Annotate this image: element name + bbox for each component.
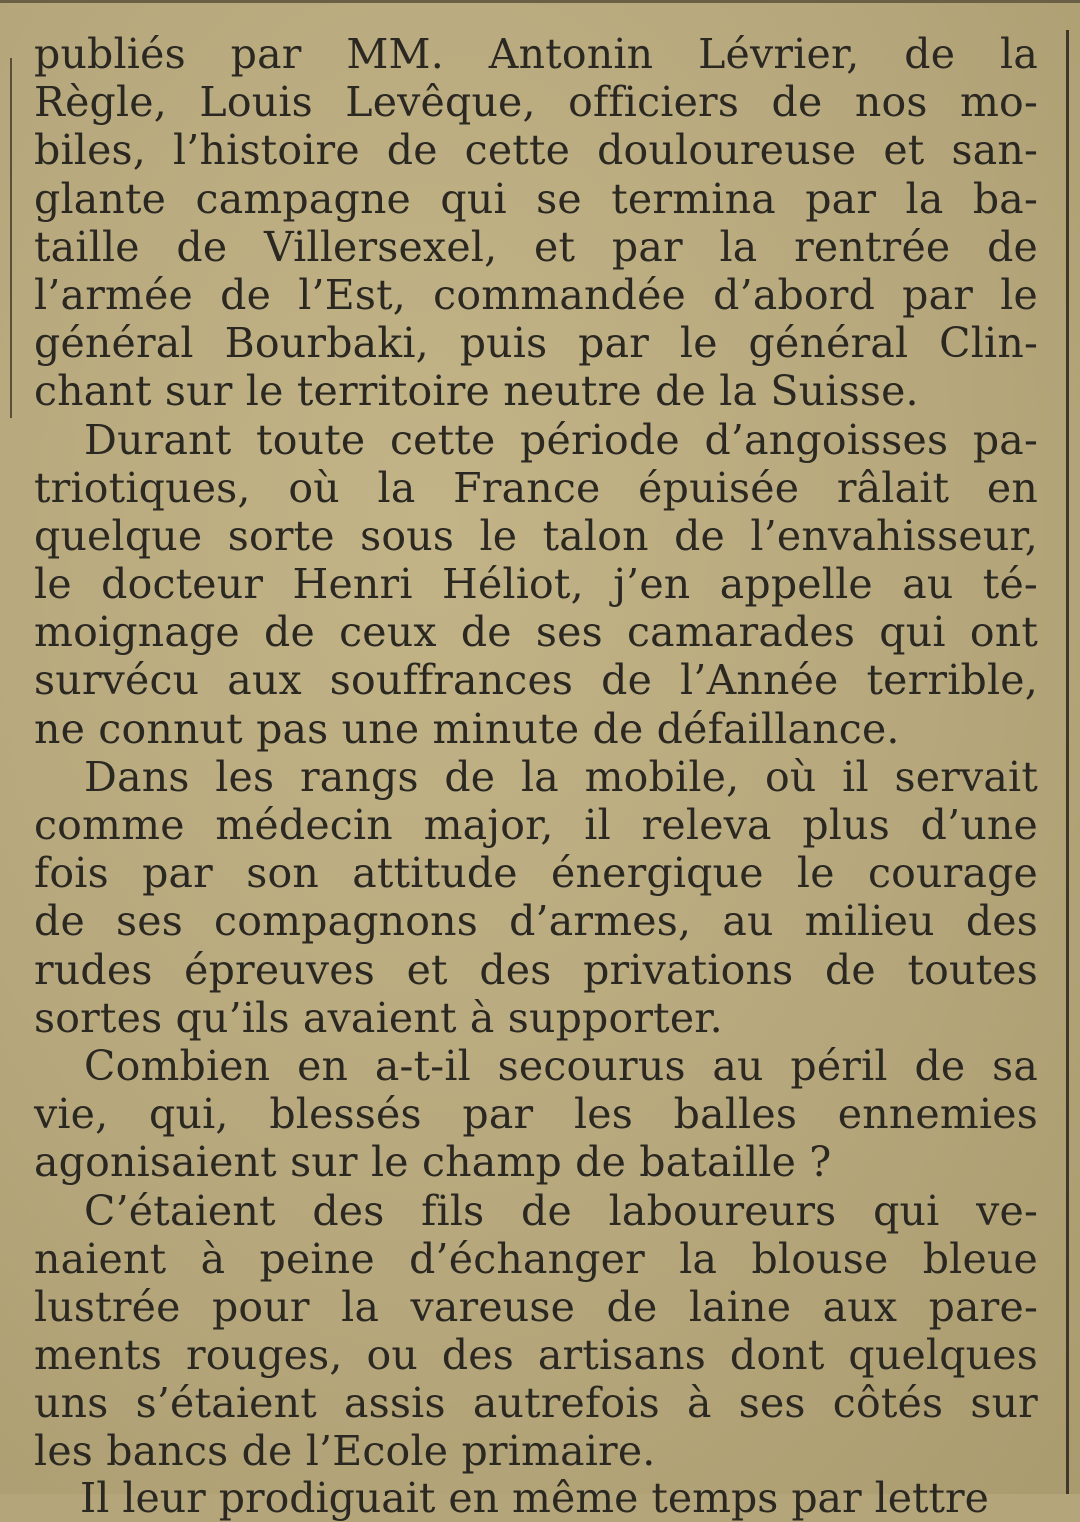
text-line: comme médecin major, il releva plus d’une (34, 801, 1038, 849)
text-line: naient à peine d’échanger la blouse bleue (34, 1234, 1038, 1283)
right-column-rule (1066, 30, 1069, 1494)
top-rule (0, 0, 1080, 3)
paragraph-1 (34, 30, 1038, 416)
text-line: vie, qui, blessés par les balles ennemies (34, 1090, 1038, 1139)
text-line: ne connut pas une minute de défaillance. (34, 704, 900, 753)
text-line: rudes épreuves et des privations de toutes (34, 945, 1038, 994)
text-line: triotiques, où la France épuisée râlait en (34, 463, 1038, 512)
article-column (34, 30, 1038, 1476)
paragraph-2 (34, 416, 1038, 753)
text-line: les bancs de l’Ecole primaire. (34, 1427, 656, 1476)
text-line: Durant toute cette période d’angoisses pa- (84, 415, 1038, 464)
paragraph-4 (34, 1042, 1038, 1187)
text-line: survécu aux souffrances de l’Année terrible, (34, 656, 1038, 705)
cut-off-text: Il leur prodiguait en même temps par lettre (80, 1474, 989, 1522)
text-line: quelque sorte sous le talon de l’envahisseur, (34, 511, 1038, 560)
text-line: Combien en a-t-il secourus au péril de sa (84, 1041, 1038, 1090)
left-column-rule (10, 58, 12, 418)
text-line: biles, l’histoire de cette douloureuse et san- (34, 126, 1038, 175)
paragraph-3 (34, 753, 1038, 1042)
text-line: l’armée de l’Est, commandée d’abord par le (34, 270, 1038, 319)
text-line: fois par son attitude énergique le courage (34, 849, 1038, 898)
text-line: moignage de ceux de ses camarades qui ont (34, 608, 1038, 657)
text-line: agonisaient sur le champ de bataille ? (34, 1138, 832, 1187)
text-line: chant sur le territoire neutre de la Suisse. (34, 367, 919, 416)
text-line: lustrée pour la vareuse de laine aux pare- (34, 1282, 1038, 1331)
cut-off-line (80, 1474, 989, 1522)
text-line: le docteur Henri Héliot, j’en appelle au té- (34, 560, 1038, 609)
text-line: ments rouges, ou des artisans dont quelques (34, 1331, 1038, 1380)
text-line: glante campagne qui se termina par la ba- (34, 174, 1038, 223)
text-line: de ses compagnons d’armes, au milieu des (34, 897, 1038, 946)
text-line: C’étaient des fils de laboureurs qui ve- (84, 1186, 1038, 1235)
text-line: Dans les rangs de la mobile, où il servait (84, 752, 1038, 801)
text-line: taille de Villersexel, et par la rentrée de (34, 222, 1038, 271)
text-line: général Bourbaki, puis par le général Clin- (34, 319, 1038, 368)
paragraph-5 (34, 1187, 1038, 1476)
text-line: uns s’étaient assis autrefois à ses côtés sur (34, 1379, 1038, 1428)
text-line: publiés par MM. Antonin Lévrier, de la (34, 30, 1038, 78)
text-line: sortes qu’ils avaient à supporter. (34, 993, 723, 1042)
text-line: Règle, Louis Levêque, officiers de nos mo- (34, 78, 1038, 127)
